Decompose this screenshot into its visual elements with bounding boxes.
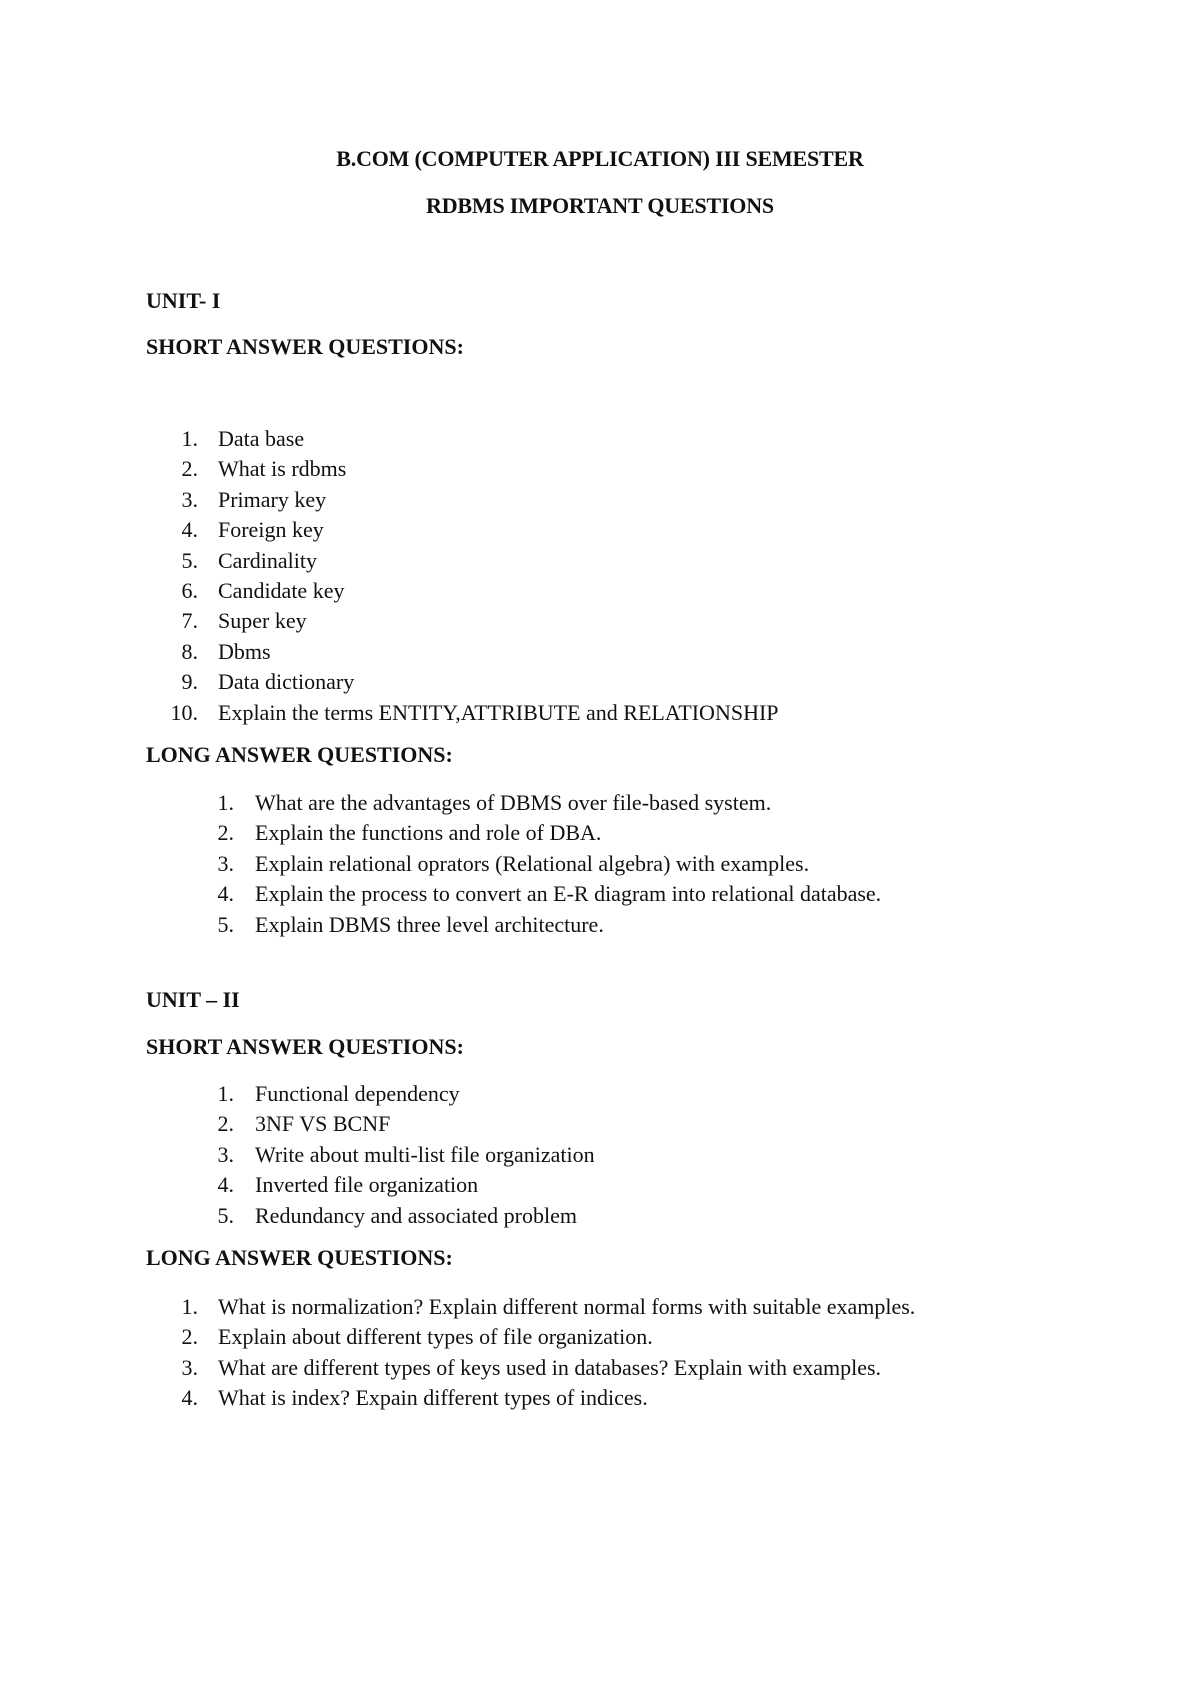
list-item bbox=[0, 606, 1200, 636]
item-text: Super key bbox=[218, 608, 307, 634]
list-item bbox=[0, 576, 1200, 606]
item-text: What is rdbms bbox=[218, 456, 347, 482]
item-number: 5. bbox=[217, 1202, 234, 1228]
item-number: 1. bbox=[217, 1081, 234, 1106]
list-item bbox=[0, 849, 1200, 879]
unit-1-title: UNIT- I bbox=[146, 288, 221, 313]
item-text: Dbms bbox=[218, 638, 271, 664]
item-text: Redundancy and associated problem bbox=[255, 1202, 577, 1228]
list-item bbox=[0, 1353, 1200, 1383]
item-number: 5. bbox=[181, 547, 198, 573]
item-number: 4. bbox=[217, 1172, 234, 1198]
list-item bbox=[0, 485, 1200, 515]
document-subtitle: RDBMS IMPORTANT QUESTIONS bbox=[426, 193, 774, 218]
unit-2-title: UNIT – II bbox=[146, 987, 240, 1012]
item-text: Explain DBMS three level architecture. bbox=[255, 911, 604, 937]
item-number: 5. bbox=[217, 911, 234, 937]
item-number: 3. bbox=[181, 1354, 198, 1380]
item-number: 10. bbox=[170, 699, 198, 725]
item-number: 1. bbox=[181, 426, 198, 451]
list-item bbox=[0, 698, 1200, 728]
item-text: Explain the terms ENTITY,ATTRIBUTE and RELATIONSHIP bbox=[218, 699, 779, 725]
list-item bbox=[0, 1079, 1200, 1109]
unit-1-short-heading: SHORT ANSWER QUESTIONS: bbox=[146, 334, 464, 359]
list-item bbox=[0, 1322, 1200, 1352]
item-text: Explain relational oprators (Relational algebra) with examples. bbox=[255, 850, 810, 876]
list-item bbox=[0, 667, 1200, 697]
item-text: Candidate key bbox=[218, 577, 345, 603]
item-number: 1. bbox=[217, 790, 234, 815]
item-text: Explain the functions and role of DBA. bbox=[255, 820, 602, 846]
item-text: Data base bbox=[218, 426, 305, 451]
item-number: 3. bbox=[181, 486, 198, 512]
item-text: 3NF VS BCNF bbox=[255, 1111, 391, 1137]
unit-2-short-heading: SHORT ANSWER QUESTIONS: bbox=[146, 1034, 464, 1059]
item-text: Primary key bbox=[218, 486, 327, 512]
item-text: Functional dependency bbox=[255, 1081, 460, 1106]
item-text: Write about multi-list file organization bbox=[255, 1141, 595, 1167]
item-number: 2. bbox=[217, 820, 234, 846]
list-item bbox=[0, 424, 1200, 454]
unit-1-long-heading: LONG ANSWER QUESTIONS: bbox=[146, 742, 453, 767]
item-text: Explain the process to convert an E-R diagram into relational database. bbox=[255, 881, 882, 907]
list-item bbox=[0, 454, 1200, 484]
list-item bbox=[0, 818, 1200, 848]
item-text: What are the advantages of DBMS over file-based system. bbox=[255, 790, 772, 815]
item-text: Foreign key bbox=[218, 517, 324, 543]
item-text: Cardinality bbox=[218, 547, 317, 573]
item-number: 4. bbox=[181, 517, 198, 543]
unit-2-long-list bbox=[0, 1292, 1200, 1414]
item-number: 2. bbox=[217, 1111, 234, 1137]
item-number: 9. bbox=[181, 669, 198, 695]
unit-1-short-list bbox=[0, 424, 1200, 728]
list-item bbox=[0, 515, 1200, 545]
item-text: What is index? Expain different types of indices. bbox=[218, 1385, 648, 1411]
list-item bbox=[0, 1292, 1200, 1322]
item-number: 3. bbox=[217, 850, 234, 876]
unit-1-long-list bbox=[0, 788, 1200, 940]
list-item bbox=[0, 1383, 1200, 1413]
item-number: 1. bbox=[181, 1294, 198, 1319]
item-number: 4. bbox=[217, 881, 234, 907]
item-number: 8. bbox=[181, 638, 198, 664]
list-item bbox=[0, 1170, 1200, 1200]
item-number: 4. bbox=[181, 1385, 198, 1411]
document-title: B.COM (COMPUTER APPLICATION) III SEMESTER bbox=[336, 146, 864, 171]
item-text: What is normalization? Explain different normal forms with suitable examples. bbox=[218, 1294, 916, 1319]
list-item bbox=[0, 1140, 1200, 1170]
list-item bbox=[0, 879, 1200, 909]
item-number: 2. bbox=[181, 1324, 198, 1350]
item-number: 2. bbox=[181, 456, 198, 482]
unit-2-long-heading: LONG ANSWER QUESTIONS: bbox=[146, 1245, 453, 1270]
item-text: Inverted file organization bbox=[255, 1172, 479, 1198]
item-number: 6. bbox=[181, 577, 198, 603]
item-text: Explain about different types of file organization. bbox=[218, 1324, 653, 1350]
item-number: 7. bbox=[181, 608, 198, 634]
list-item bbox=[0, 637, 1200, 667]
item-text: What are different types of keys used in databases? Explain with examples. bbox=[218, 1354, 882, 1380]
item-text: Data dictionary bbox=[218, 669, 355, 695]
list-item bbox=[0, 788, 1200, 818]
unit-2-short-list bbox=[0, 1079, 1200, 1231]
list-item bbox=[0, 910, 1200, 940]
list-item bbox=[0, 1201, 1200, 1231]
list-item bbox=[0, 546, 1200, 576]
item-number: 3. bbox=[217, 1141, 234, 1167]
list-item bbox=[0, 1109, 1200, 1139]
